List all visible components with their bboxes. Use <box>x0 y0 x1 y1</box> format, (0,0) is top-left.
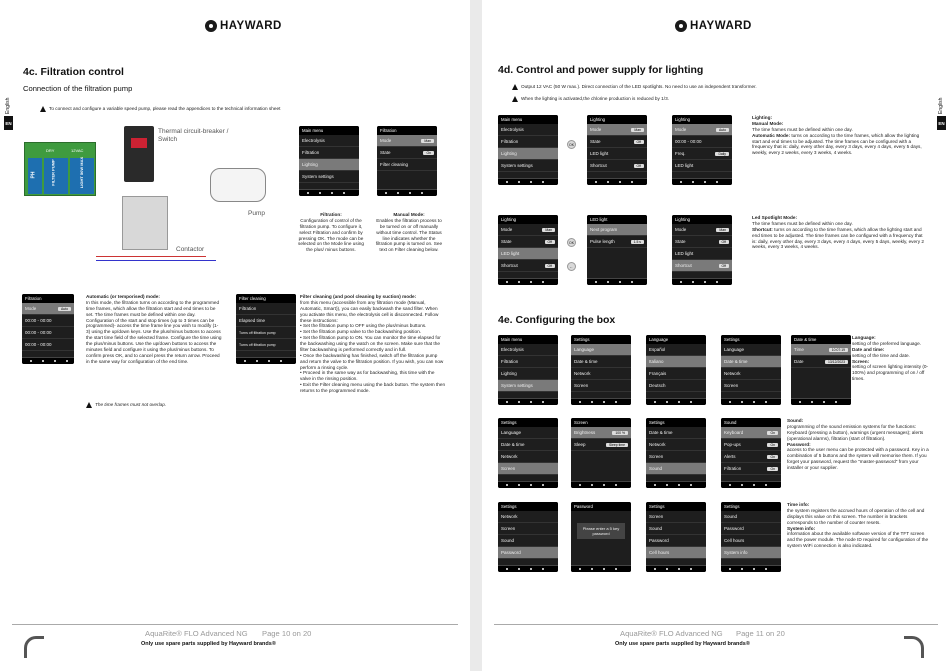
status-icon <box>765 484 767 486</box>
status-icon <box>729 484 731 486</box>
screen-status-bar <box>236 357 296 364</box>
status-icon <box>690 401 692 403</box>
led-spotlight-text: Led Spotlight Mode: The time frames must be defined within one day. Shortcut: turns on according to the time frames, which allow the lighting start and end times to be adjusted. The time frames can be configured with a frequency that is: daily, every other day, every 3 days, every 4 days, every 5 days, weekly, every 2 weeks, every 3 weeks, 4 weeks. <box>752 215 924 250</box>
circuit-breaker <box>124 126 154 182</box>
status-icon <box>542 401 544 403</box>
footer-model: AquaRite® FLO Advanced NG <box>620 629 723 638</box>
screen-settings-screen: Screen Brightness 100 % Sleep Sleep time <box>571 418 631 488</box>
status-icon <box>631 281 633 283</box>
language-date-screen-text: Language: setting of the preferred language. Date and time: setting of the time and date. Screen: setting of screen lighting intensity (0-100%) and programming of on / off times. <box>852 335 929 382</box>
hayward-logo: HAYWARD <box>675 20 752 32</box>
status-icon <box>823 401 825 403</box>
settings-screen: Settings Network Screen Sound Password <box>498 502 558 572</box>
screen-status-bar <box>299 189 359 196</box>
led-light-screen: LED light Next program Pulse length 1.5 s <box>587 215 647 285</box>
status-icon <box>280 360 282 362</box>
page-right <box>482 0 950 671</box>
settings-screen: Settings Date & time Network Screen Sound <box>646 418 706 488</box>
status-icon <box>603 568 605 570</box>
manual-caption: Manual Mode: Enables the filtration process to be turned on or off manually without time control. The Status line indicates whether the filtration pump is turned on. See text on Filter cleaning below. <box>375 212 443 253</box>
lighting-warning-2: When the lighting is activated,the chlorine production is reduced by 1/3. <box>512 96 832 102</box>
status-icon <box>542 281 544 283</box>
filtration-caption: Filtration: Configuration of control of the filtration pump. To configure it, select Filtration and confirm by pressing OK. The mode can be selected on the Mode line using the plus/ minus buttons. <box>298 212 364 253</box>
status-icon <box>518 181 520 183</box>
section-subheading: Connection of the filtration pump <box>23 84 133 93</box>
screen-status-bar <box>587 278 647 285</box>
auto-mode-text: Automatic (or temporised) mode: In this mode, the filtration turns on according to the programmed time frames, which allow the filtration start and end times to be set. The time frames must be defined within one day. Configuration of the start and stop times (up to 3 times can be programmed)- access the time frame line you wish to modify (1-3) using the up/down keys. Use the plus/minus buttons to access the start time field of the selected frame. Configure the time using the plus/minus buttons. Use the up/down buttons to access the minutes field and configure it using the plus/minus buttons. To confirm press OK, and to cancel press the return arrow. Proceed in the same way for configuration of the end time. <box>86 294 222 364</box>
auto-table-screen: Filtration Mode Auto 00:00 - 00:00 00:00 - 00:00 00:00 - 00:00 <box>22 294 74 364</box>
status-icon <box>530 484 532 486</box>
status-icon <box>753 401 755 403</box>
status-icon <box>607 181 609 183</box>
status-icon <box>799 401 801 403</box>
status-icon <box>409 192 411 194</box>
main-menu-screen: Main menu Electrolysis Filtration Lighting System settings <box>299 126 359 196</box>
status-icon <box>268 360 270 362</box>
filter-cleaning-text: Filter cleaning (and pool cleaning by suction) mode: from this menu (accessible from any filtration mode (Manual, Automatic, Smart)), you can easily backwash the sand filter. When you activate this menu, the electrolysis cell is disconnected. Follow these instructions: • Set the filtration pump to OFF using the plus/minus buttons. • Set the filtration pump valve to the backwashing position. • Set the filtration pump to ON. You can monitor the time elapsed for the backwashing using the watch on the screen. Make sure that the filter backwashing is performed correctly and in full. • Once the backwashing has finished, switch off the filtration pump and return the valve to the filtration position. If you wish, you can now perform a rinsing cycle. • Proceed in the same way as for backwashing, this time with the valve in the rinsing position. • Exit the Filter cleaning menu using the back button. The system then returns to the programmed mode. <box>300 294 446 393</box>
page-left <box>0 0 470 671</box>
status-icon <box>704 281 706 283</box>
status-icon <box>506 181 508 183</box>
hayward-logo: HAYWARD <box>205 20 282 32</box>
lighting-text: Lighting: Manual Mode: The time frames must be defined within one day. Automatic Mode: turns on according to the time frames, which allow the lighting start and end times to be adjusted. The time frames can be configured with a frequency that is: daily, every other day, every 3 days, every 4 days, every 5 days, weekly, every 2 weeks, every 3 weeks, 4 weeks. <box>752 115 922 156</box>
screen-status-bar <box>498 481 558 488</box>
status-icon <box>579 568 581 570</box>
footer-rule <box>12 624 458 625</box>
status-icon <box>678 568 680 570</box>
status-icon <box>741 568 743 570</box>
status-icon <box>591 568 593 570</box>
status-icon <box>66 360 68 362</box>
status-icon <box>603 484 605 486</box>
footer-rule <box>494 624 938 625</box>
status-icon <box>319 192 321 194</box>
screen-status-bar <box>646 398 706 405</box>
screen-status-bar <box>721 481 781 488</box>
screen-status-bar <box>571 565 631 572</box>
screen-status-bar <box>791 398 851 405</box>
status-icon <box>595 181 597 183</box>
screen-status-bar <box>672 278 732 285</box>
screen-status-bar <box>571 481 631 488</box>
screen-status-bar <box>498 178 558 185</box>
status-icon <box>421 192 423 194</box>
status-icon <box>256 360 258 362</box>
footer-page: Page 10 on 20 <box>262 629 312 638</box>
wiring-diagram: PH DRY 12VAC FILTER PUMP LIGHT 50W MAX Thermal circuit-breaker / Switch Contactor Pump <box>24 126 294 266</box>
status-icon <box>753 568 755 570</box>
lighting-warning-1: Output 12 VAC (50 W max.). Direct connection of the LED spotlights. No need to use an independent transformer. <box>512 84 832 90</box>
lighting-led-entry-screen: Lighting Mode Man State Off LED light Shortcut Off <box>498 215 558 285</box>
status-icon <box>530 281 532 283</box>
status-icon <box>530 181 532 183</box>
status-icon <box>244 360 246 362</box>
status-icon <box>716 181 718 183</box>
status-icon <box>530 401 532 403</box>
status-icon <box>579 401 581 403</box>
status-icon <box>835 401 837 403</box>
screen-status-bar <box>377 189 437 196</box>
status-icon <box>680 181 682 183</box>
status-icon <box>385 192 387 194</box>
status-icon <box>678 401 680 403</box>
screen-status-bar <box>498 398 558 405</box>
contactor <box>122 196 168 250</box>
status-icon <box>506 568 508 570</box>
main-menu-screen: Main menu Electrolysis Filtration Lighting System settings <box>498 115 558 185</box>
screen-status-bar <box>498 565 558 572</box>
status-icon <box>518 401 520 403</box>
forward-arrow-icon[interactable] <box>904 636 924 658</box>
footer-model: AquaRite® FLO Advanced NG <box>145 629 248 638</box>
status-icon <box>619 281 621 283</box>
screen-status-bar <box>672 178 732 185</box>
footer-page: Page 11 on 20 <box>736 629 785 638</box>
screen-status-bar <box>22 357 74 364</box>
status-icon <box>579 484 581 486</box>
status-icon <box>716 281 718 283</box>
box-main-menu-screen: Main menu Electrolysis Filtration Lighting System settings <box>498 335 558 405</box>
filter-cleaning-screen: Filter cleaning Filtration Elapsed time Turns off filtration pump Turns off filtration pump <box>236 294 296 364</box>
status-icon <box>680 281 682 283</box>
footer-note: Only use spare parts supplied by Hayward brands® <box>615 641 750 647</box>
settings-screen: Settings Language Date & time Network Screen <box>498 418 558 488</box>
back-arrow-icon[interactable] <box>24 636 44 658</box>
status-icon <box>654 401 656 403</box>
status-icon <box>615 484 617 486</box>
status-icon <box>690 484 692 486</box>
hayward-mark-icon <box>675 20 687 32</box>
status-icon <box>615 401 617 403</box>
status-icon <box>397 192 399 194</box>
settings-screen: Settings Language Date & time Network Screen <box>721 335 781 405</box>
sound-password-text: Sound: programming of the sound emission systems for the functions: Keyboard (pressing a button), warnings (urgent messages); alerts (operational alarms), filtration (start of filtration). Password: access to the user menu can be protected with a password. Key in a combination of 5 buttons and the system will memorise them. If you forget your password, request the "master-password" from your installer or your supplier. <box>787 418 929 470</box>
settings-screen: Settings Sound Password Cell hours System info <box>721 502 781 572</box>
language-screen: Language Español Italiano Français Deutsch <box>646 335 706 405</box>
footer-note: Only use spare parts supplied by Hayward brands® <box>141 641 276 647</box>
status-icon <box>654 568 656 570</box>
status-icon <box>631 181 633 183</box>
status-icon <box>506 281 508 283</box>
status-icon <box>30 360 32 362</box>
status-icon <box>530 568 532 570</box>
language-tab: English EN <box>937 92 946 132</box>
status-icon <box>595 281 597 283</box>
status-icon <box>542 181 544 183</box>
status-icon <box>753 484 755 486</box>
warning-icon <box>86 402 92 408</box>
status-icon <box>729 401 731 403</box>
status-icon <box>42 360 44 362</box>
status-icon <box>591 484 593 486</box>
status-icon <box>666 484 668 486</box>
lighting-manual-screen: Lighting Mode Man State Off LED light Shortcut Off <box>587 115 647 185</box>
status-icon <box>518 484 520 486</box>
box-heading: 4e. Configuring the box <box>498 314 616 326</box>
screen-status-bar <box>498 278 558 285</box>
status-icon <box>603 401 605 403</box>
status-icon <box>765 401 767 403</box>
ok-button-icon: OK <box>567 140 576 149</box>
status-icon <box>678 484 680 486</box>
screen-status-bar <box>646 481 706 488</box>
warning-icon <box>512 84 518 90</box>
status-icon <box>729 568 731 570</box>
page-gutter <box>470 0 482 671</box>
pump-illustration <box>210 168 266 202</box>
status-icon <box>591 401 593 403</box>
status-icon <box>518 281 520 283</box>
time-system-info-text: Time info: the system registers the accrued hours of operation of the cell and displays this value on this screen. The number in brackets corresponds to the number of counter resets. System info: information about the available software version of the TFT screen and the power module. The node ID required for configuration of the system WiFi connection is also indicated. <box>787 502 929 549</box>
warning-note: To connect and configure a variable speed pump, please read the appendices to the technical information sheet <box>40 106 340 112</box>
status-icon <box>654 484 656 486</box>
screen-status-bar <box>646 565 706 572</box>
screen-status-bar <box>587 178 647 185</box>
status-icon <box>692 281 694 283</box>
date-time-screen: Date & time Time 10:07:19 Date 13/12/2023 <box>791 335 851 405</box>
settings-screen: Settings Screen Sound Password Cell hours <box>646 502 706 572</box>
status-icon <box>704 181 706 183</box>
screen-status-bar <box>571 398 631 405</box>
status-icon <box>666 568 668 570</box>
lighting-heading: 4d. Control and power supply for lighting <box>498 64 704 76</box>
status-icon <box>765 568 767 570</box>
status-icon <box>607 281 609 283</box>
section-heading: 4c. Filtration control <box>23 66 124 78</box>
hayward-mark-icon <box>205 20 217 32</box>
status-icon <box>666 401 668 403</box>
status-icon <box>811 401 813 403</box>
language-tab: English EN <box>4 92 13 132</box>
warning-icon <box>40 106 46 112</box>
status-icon <box>343 192 345 194</box>
auto-warning: The time frames must not overlap. <box>86 402 226 408</box>
status-icon <box>307 192 309 194</box>
status-icon <box>518 568 520 570</box>
lighting-shortcut-screen: Lighting Mode Man State Off LED light Shortcut Off <box>672 215 732 285</box>
status-icon <box>506 401 508 403</box>
ok-button-icon: OK <box>567 238 576 247</box>
status-icon <box>741 401 743 403</box>
sound-screen: Sound Keyboard On Pop-ups On Alerts On Filtration On <box>721 418 781 488</box>
status-icon <box>692 181 694 183</box>
status-icon <box>54 360 56 362</box>
status-icon <box>741 484 743 486</box>
status-icon <box>619 181 621 183</box>
screen-status-bar <box>721 398 781 405</box>
status-icon <box>615 568 617 570</box>
status-icon <box>542 484 544 486</box>
screen-status-bar <box>721 565 781 572</box>
settings-screen: Settings Language Date & time Network Screen <box>571 335 631 405</box>
status-icon <box>542 568 544 570</box>
warning-icon <box>512 96 518 102</box>
status-icon <box>506 484 508 486</box>
lighting-auto-screen: Lighting Mode Auto 00:00 - 00:00 Freq. Daily LED light <box>672 115 732 185</box>
status-icon <box>690 568 692 570</box>
status-icon <box>331 192 333 194</box>
filtration-screen: Filtration Mode Man State On Filter cleaning <box>377 126 437 196</box>
password-screen: Password Please enter a 5 key password <box>571 502 631 572</box>
back-button-icon: ← <box>567 262 576 271</box>
